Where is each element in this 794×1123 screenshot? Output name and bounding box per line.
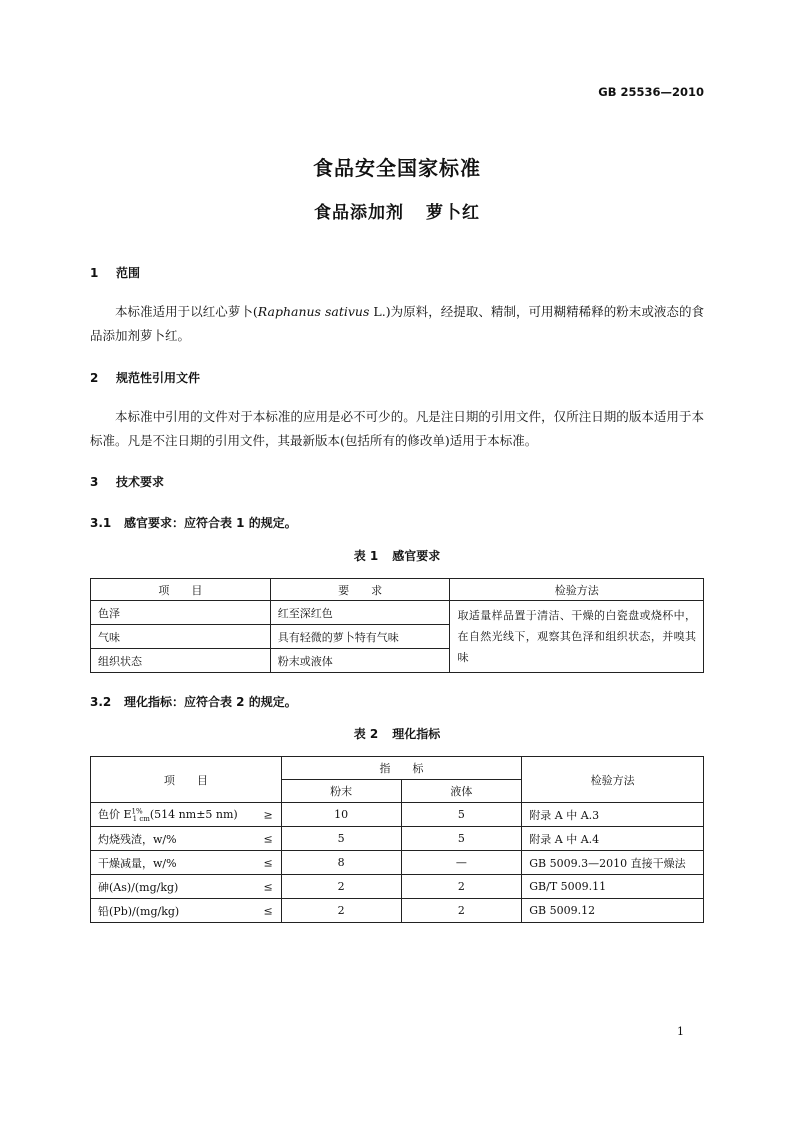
powder-value: 5 [281,827,401,851]
section-number: 3.2 [90,695,112,709]
item-cell: 干燥减量，w/% ≤ [91,851,282,875]
method-cell: GB 5009.12 [522,899,704,923]
header-index: 指 标 [281,757,522,780]
comparison-symbol: ≤ [263,832,273,845]
document-title: 食品安全国家标准 [313,156,481,180]
method-cell: 取适量样品置于清洁、干燥的白瓷盘或烧杯中，在自然光线下，观察其色泽和组织状态，并嗅其味 [450,601,704,673]
section-number: 2 [90,371,99,385]
section-title: 技术要求 [116,475,165,489]
header-method: 检验方法 [450,579,704,601]
method-cell: 附录 A 中 A.4 [522,827,704,851]
section-number: 3 [90,475,99,489]
section-title: 范围 [116,266,141,280]
powder-value: 2 [281,899,401,923]
item-cell: 色泽 [91,601,271,625]
requirement-cell: 粉末或液体 [270,649,450,673]
table-header-row [91,757,704,780]
powder-value: 2 [281,875,401,899]
item-cell: 组织状态 [91,649,271,673]
table-row [91,875,704,899]
powder-value: 10 [281,803,401,827]
subtitle-part-a: 食品添加剂 [314,203,404,223]
section-3-heading [90,473,164,490]
physicochemical-indicators-table [90,756,704,923]
document-subtitle [0,198,794,223]
method-cell: 附录 A 中 A.3 [522,803,704,827]
header-method: 检验方法 [522,757,704,803]
table-row [91,899,704,923]
table-row [91,851,704,875]
header-powder: 粉末 [281,780,401,803]
comparison-symbol: ≤ [263,904,273,917]
section-3-1-heading [90,514,297,531]
section-number: 1 [90,266,99,280]
table-1-caption: 表 1 感官要求 [353,549,441,563]
latin-name: Raphanus sativus [257,304,370,319]
table-row [91,803,704,827]
liquid-value: — [401,851,522,875]
item-cell: 灼烧残渣，w/% ≤ [91,827,282,851]
powder-value: 8 [281,851,401,875]
liquid-value: 5 [401,803,522,827]
table-header-row [91,579,704,601]
item-cell: 气味 [91,625,271,649]
table-row [91,601,704,625]
section-1-paragraph: 本标准适用于以红心萝卜(Raphanus sativus L.)为原料，经提取、精制，可用糊精稀释的粉末或液态的食品添加剂萝卜红。 [90,304,704,343]
header-liquid: 液体 [401,780,522,803]
item-cell: 色价 $E^{1\%}_{1 cm}(514$ nm±5 nm) ≥ [91,803,282,827]
section-2-paragraph: 本标准中引用的文件对于本标准的应用是必不可少的。凡是注日期的引用文件，仅所注日期的版本适用于本标准。凡是不注日期的引用文件，其最新版本(包括所有的修改单)适用于本标准。 [90,409,704,448]
item-cell: 铅(Pb)/(mg/kg) ≤ [91,899,282,923]
section-3-2-heading [90,693,297,710]
section-title: 规范性引用文件 [116,371,201,385]
liquid-value: 2 [401,875,522,899]
section-title: 理化指标：应符合表 2 的规定。 [124,695,297,709]
page-number: 1 [677,1025,684,1038]
standard-code: GB 25536—2010 [598,85,704,99]
section-2-heading [90,369,200,386]
requirement-cell: 红至深红色 [270,601,450,625]
subtitle-part-b: 萝卜红 [426,203,480,223]
comparison-symbol: ≤ [263,880,273,893]
comparison-symbol: ≤ [263,856,273,869]
section-1-heading [90,264,140,281]
header-item: 项 目 [91,579,271,601]
method-cell: GB 5009.3—2010 直接干燥法 [522,851,704,875]
method-cell: GB/T 5009.11 [522,875,704,899]
sensory-requirements-table [90,578,704,673]
liquid-value: 5 [401,827,522,851]
header-item: 项 目 [91,757,282,803]
liquid-value: 2 [401,899,522,923]
comparison-symbol: ≥ [263,808,273,821]
header-requirement: 要 求 [270,579,450,601]
section-title: 感官要求：应符合表 1 的规定。 [124,516,297,530]
requirement-cell: 具有轻微的萝卜特有气味 [270,625,450,649]
table-2-caption: 表 2 理化指标 [353,727,441,741]
item-cell: 砷(As)/(mg/kg) ≤ [91,875,282,899]
table-row [91,827,704,851]
section-number: 3.1 [90,516,112,530]
